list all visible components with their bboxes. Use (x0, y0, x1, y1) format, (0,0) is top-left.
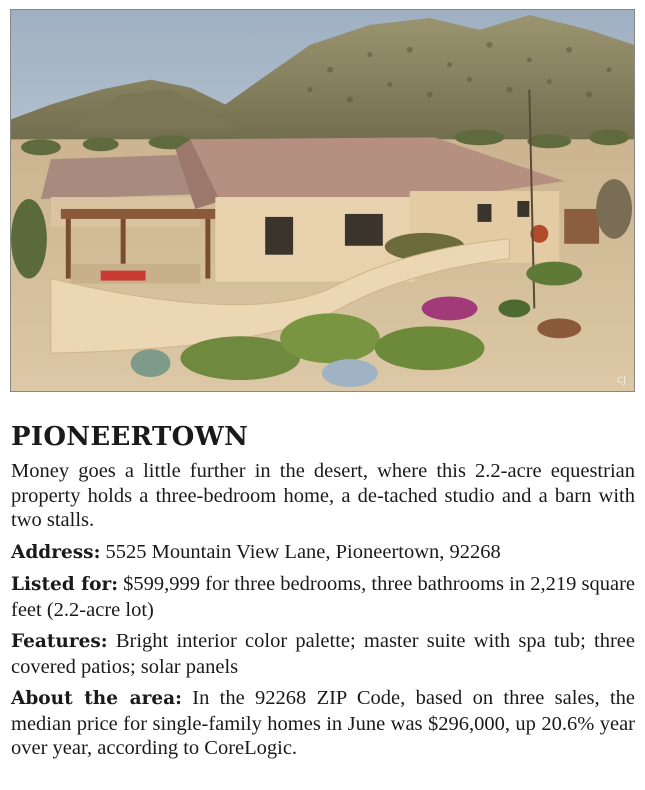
photo-credit: CJ (617, 376, 626, 386)
shed (564, 209, 599, 244)
window (517, 201, 529, 217)
area-value: In the 92268 ZIP Code, based on three sales, the median price for single-family homes in June was $296,000, up 20.6% year over year, according to CoreLogic. (11, 687, 636, 759)
listed-label: Listed for: (11, 574, 119, 595)
address-line (11, 540, 635, 566)
area-line (11, 686, 635, 761)
listing-article (11, 421, 635, 768)
listed-line (11, 572, 635, 622)
listing-intro: Money goes a little further in the desert, where this 2.2-acre equestrian property holds a three-bedroom home, a de-tached studio and a barn with two stalls. (11, 460, 635, 531)
features-value: Bright interior color palette; master suite with spa tub; three covered patios; solar panels (11, 630, 635, 678)
property-photo (10, 9, 635, 392)
area-label: About the area: (11, 688, 182, 709)
property-photo-illustration (11, 10, 634, 391)
listed-value: $599,999 for three bedrooms, three bathrooms in 2,219 square feet (2.2-acre lot) (11, 573, 635, 621)
bare-tree (596, 179, 632, 239)
window (265, 217, 293, 255)
address-label: Address: (11, 541, 101, 563)
address-value: 5525 Mountain View Lane, Pioneertown, 92268 (100, 540, 501, 563)
features-label: Features: (11, 631, 108, 652)
tree (11, 199, 47, 279)
window (478, 204, 492, 222)
features-line (11, 629, 635, 679)
pergola-beam (61, 209, 216, 219)
window (345, 214, 383, 246)
listing-headline: PIONEERTOWN (11, 422, 249, 452)
lounge-chair (101, 271, 146, 281)
